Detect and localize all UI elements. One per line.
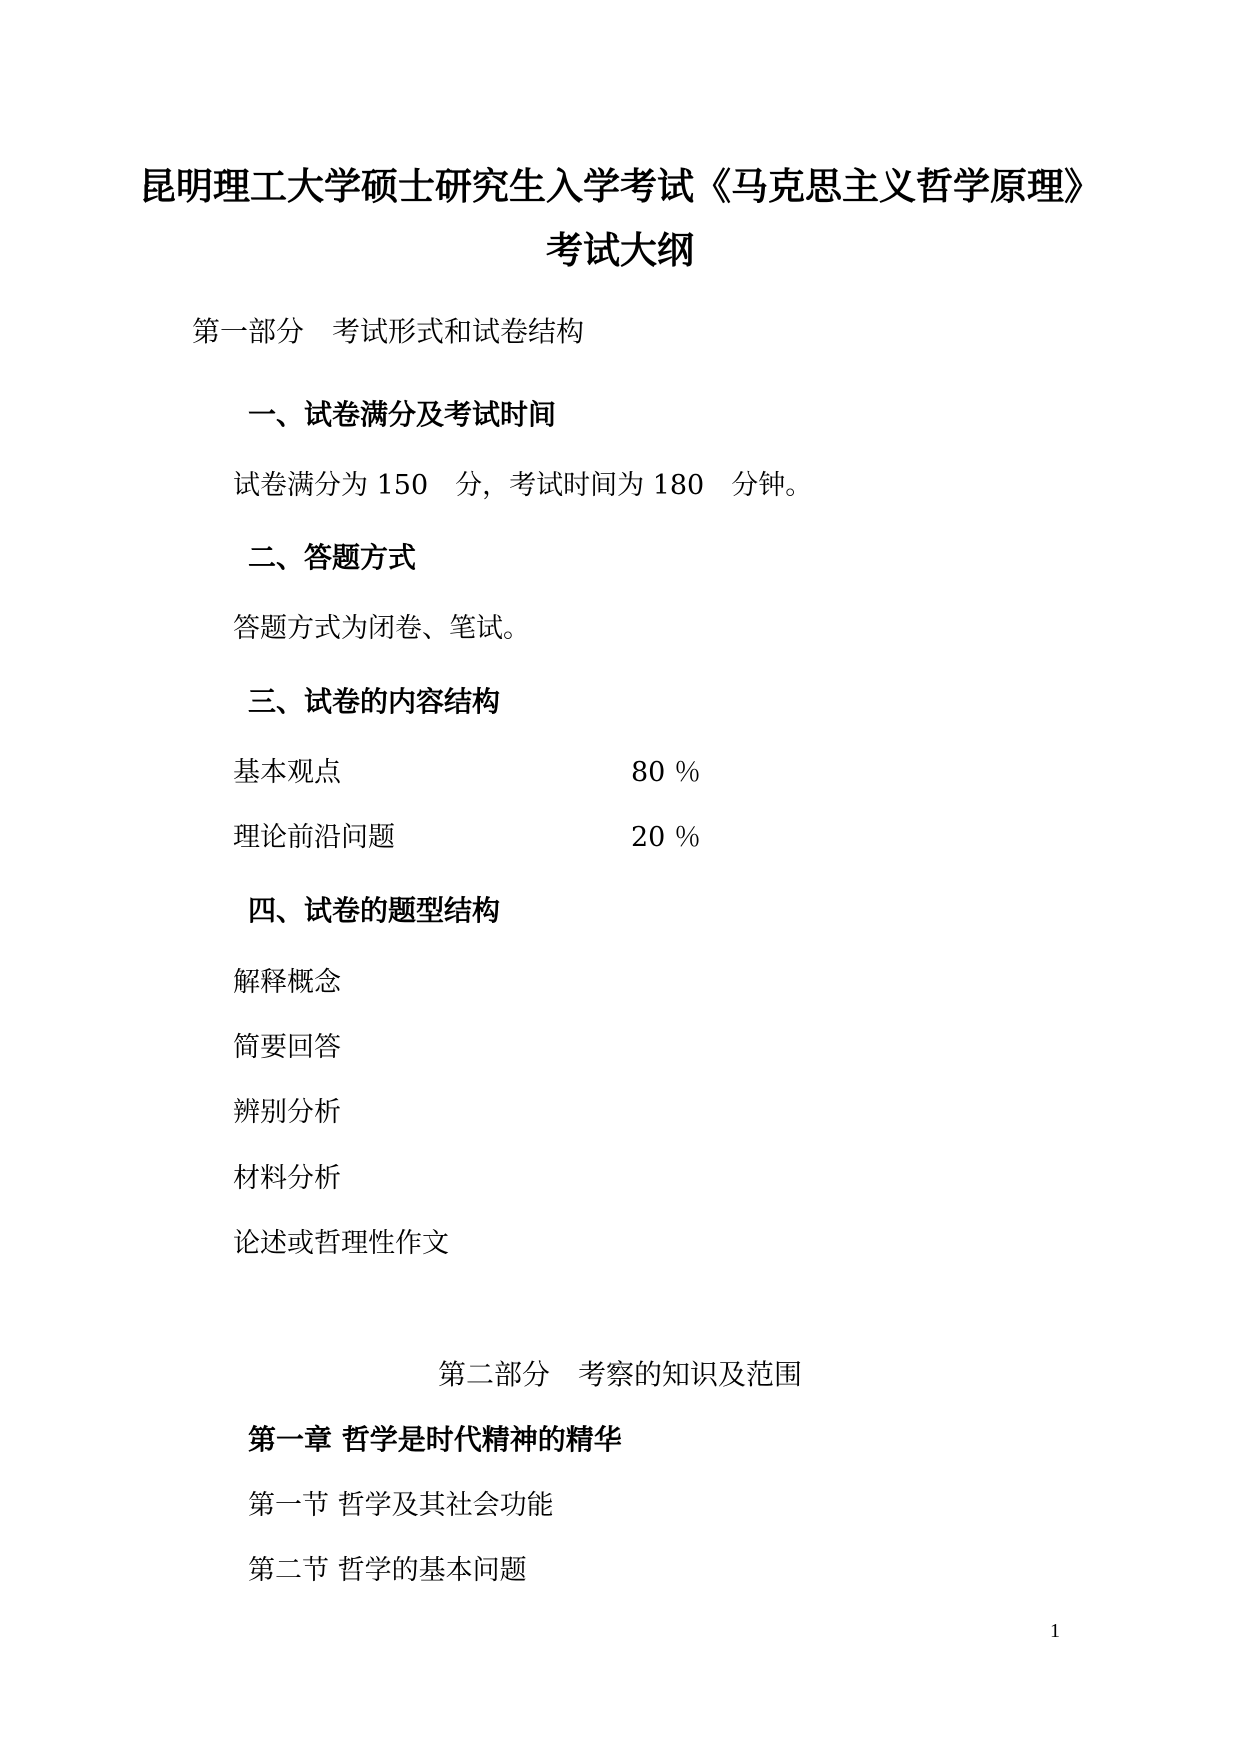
score-time-text: 试卷满分为 150 分，考试时间为 180 分钟。 <box>233 470 813 501</box>
question-type-item: 简要回答 <box>233 1032 341 1063</box>
document-title: 昆明理工大学硕士研究生入学考试《马克思主义哲学原理》 <box>139 165 1101 208</box>
content-row-label: 基本观点 <box>233 757 341 788</box>
chapter-section: 第一节 哲学及其社会功能 <box>248 1490 554 1521</box>
chapter-section: 第二节 哲学的基本问题 <box>248 1555 527 1586</box>
document-subtitle: 考试大纲 <box>546 229 694 272</box>
part1-heading: 第一部分 考试形式和试卷结构 <box>192 315 585 348</box>
section-heading-question-types: 四、试卷的题型结构 <box>248 894 501 927</box>
question-type-item: 辨别分析 <box>233 1097 341 1128</box>
section-heading-content-structure: 三、试卷的内容结构 <box>248 685 501 718</box>
chapter-heading: 第一章 哲学是时代精神的精华 <box>248 1423 622 1456</box>
content-row-label: 理论前沿问题 <box>233 822 395 853</box>
part2-heading: 第二部分 考察的知识及范围 <box>437 1358 802 1391</box>
section-heading-answer-method: 二、答题方式 <box>248 541 417 574</box>
answer-method-text: 答题方式为闭卷、笔试。 <box>233 613 530 644</box>
question-type-item: 论述或哲理性作文 <box>233 1228 449 1259</box>
section-heading-score-time: 一、试卷满分及考试时间 <box>248 398 557 431</box>
content-row-value: 20 ％ <box>631 822 701 853</box>
question-type-item: 材料分析 <box>233 1163 341 1194</box>
page-number: 1 <box>1050 1620 1060 1642</box>
question-type-item: 解释概念 <box>233 967 341 998</box>
content-row-value: 80 ％ <box>631 757 701 788</box>
